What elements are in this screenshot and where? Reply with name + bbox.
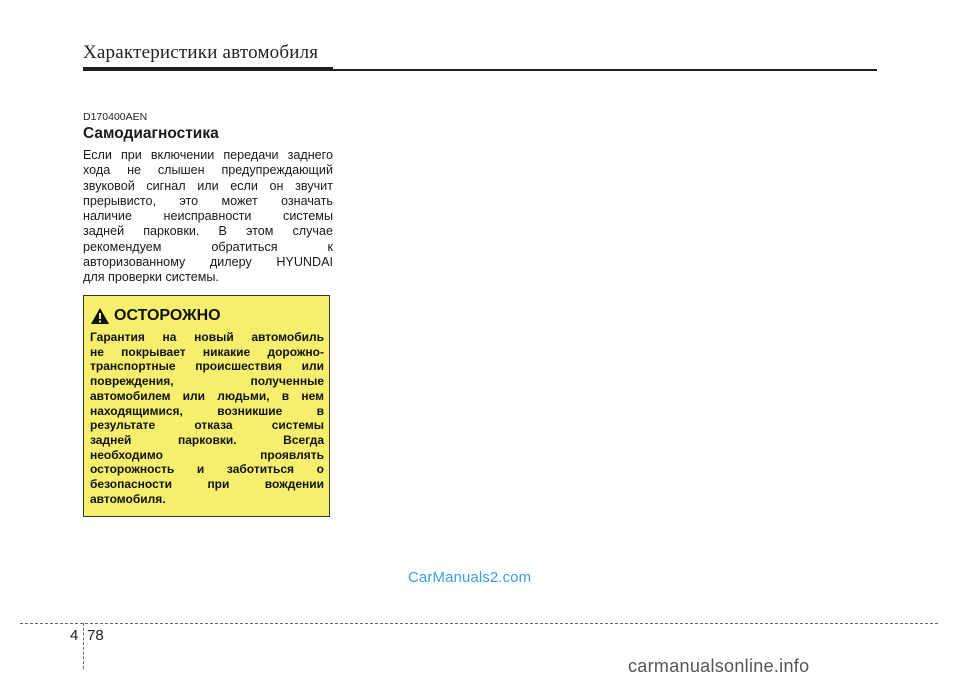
body-line: прерывисто, это может означать bbox=[83, 193, 333, 208]
page-number-divider bbox=[83, 623, 84, 669]
footer-divider bbox=[20, 623, 938, 624]
body-line: наличие неисправности системы bbox=[83, 209, 333, 224]
warning-triangle-icon bbox=[90, 307, 110, 325]
warning-line: задней парковки. Всегда bbox=[90, 432, 324, 447]
warning-line: автомобилем или людьми, в нем bbox=[90, 388, 324, 403]
warning-line: автомобиля. bbox=[90, 491, 166, 506]
body-line: задней парковки. В этом случае bbox=[83, 224, 333, 239]
warning-text bbox=[90, 330, 324, 506]
watermark-link[interactable]: CarManuals2.com bbox=[408, 569, 532, 586]
header-rule-thin bbox=[333, 69, 877, 71]
warning-header bbox=[90, 307, 221, 325]
footer-site-link[interactable]: carmanualsonline.info bbox=[628, 656, 810, 676]
warning-line: необходимо проявлять bbox=[90, 447, 324, 462]
warning-line: транспортные происшествия или bbox=[90, 359, 324, 374]
body-line: рекомендуем обратиться к bbox=[83, 239, 333, 254]
warning-line: результате отказа системы bbox=[90, 418, 324, 433]
body-line: для проверки системы. bbox=[83, 270, 219, 285]
section-code: D170400AEN bbox=[83, 111, 148, 123]
body-line: хода не слышен предупреждающий bbox=[83, 163, 333, 178]
header-rule-thick bbox=[83, 67, 333, 71]
warning-line: находящимися, возникшие в bbox=[90, 403, 324, 418]
warning-title: ОСТОРОЖНО bbox=[114, 307, 221, 324]
body-line: Если при включении передачи заднего bbox=[83, 148, 333, 162]
warning-line: повреждения, полученные bbox=[90, 374, 324, 389]
page-number: 78 bbox=[87, 627, 104, 644]
section-body bbox=[83, 148, 333, 286]
body-line: звуковой сигнал или если он звучит bbox=[83, 178, 333, 193]
warning-line: осторожность и заботиться о bbox=[90, 462, 324, 477]
chapter-number: 4 bbox=[70, 627, 79, 644]
warning-box bbox=[83, 295, 330, 517]
body-line: авторизованному дилеру HYUNDAI bbox=[83, 255, 333, 270]
warning-line: не покрывает никакие дорожно- bbox=[90, 344, 324, 359]
warning-line: безопасности при вождении bbox=[90, 477, 324, 492]
page-header-title: Характеристики автомобиля bbox=[83, 42, 319, 63]
warning-line: Гарантия на новый автомобиль bbox=[90, 330, 324, 344]
section-title: Самодиагностика bbox=[83, 125, 219, 142]
